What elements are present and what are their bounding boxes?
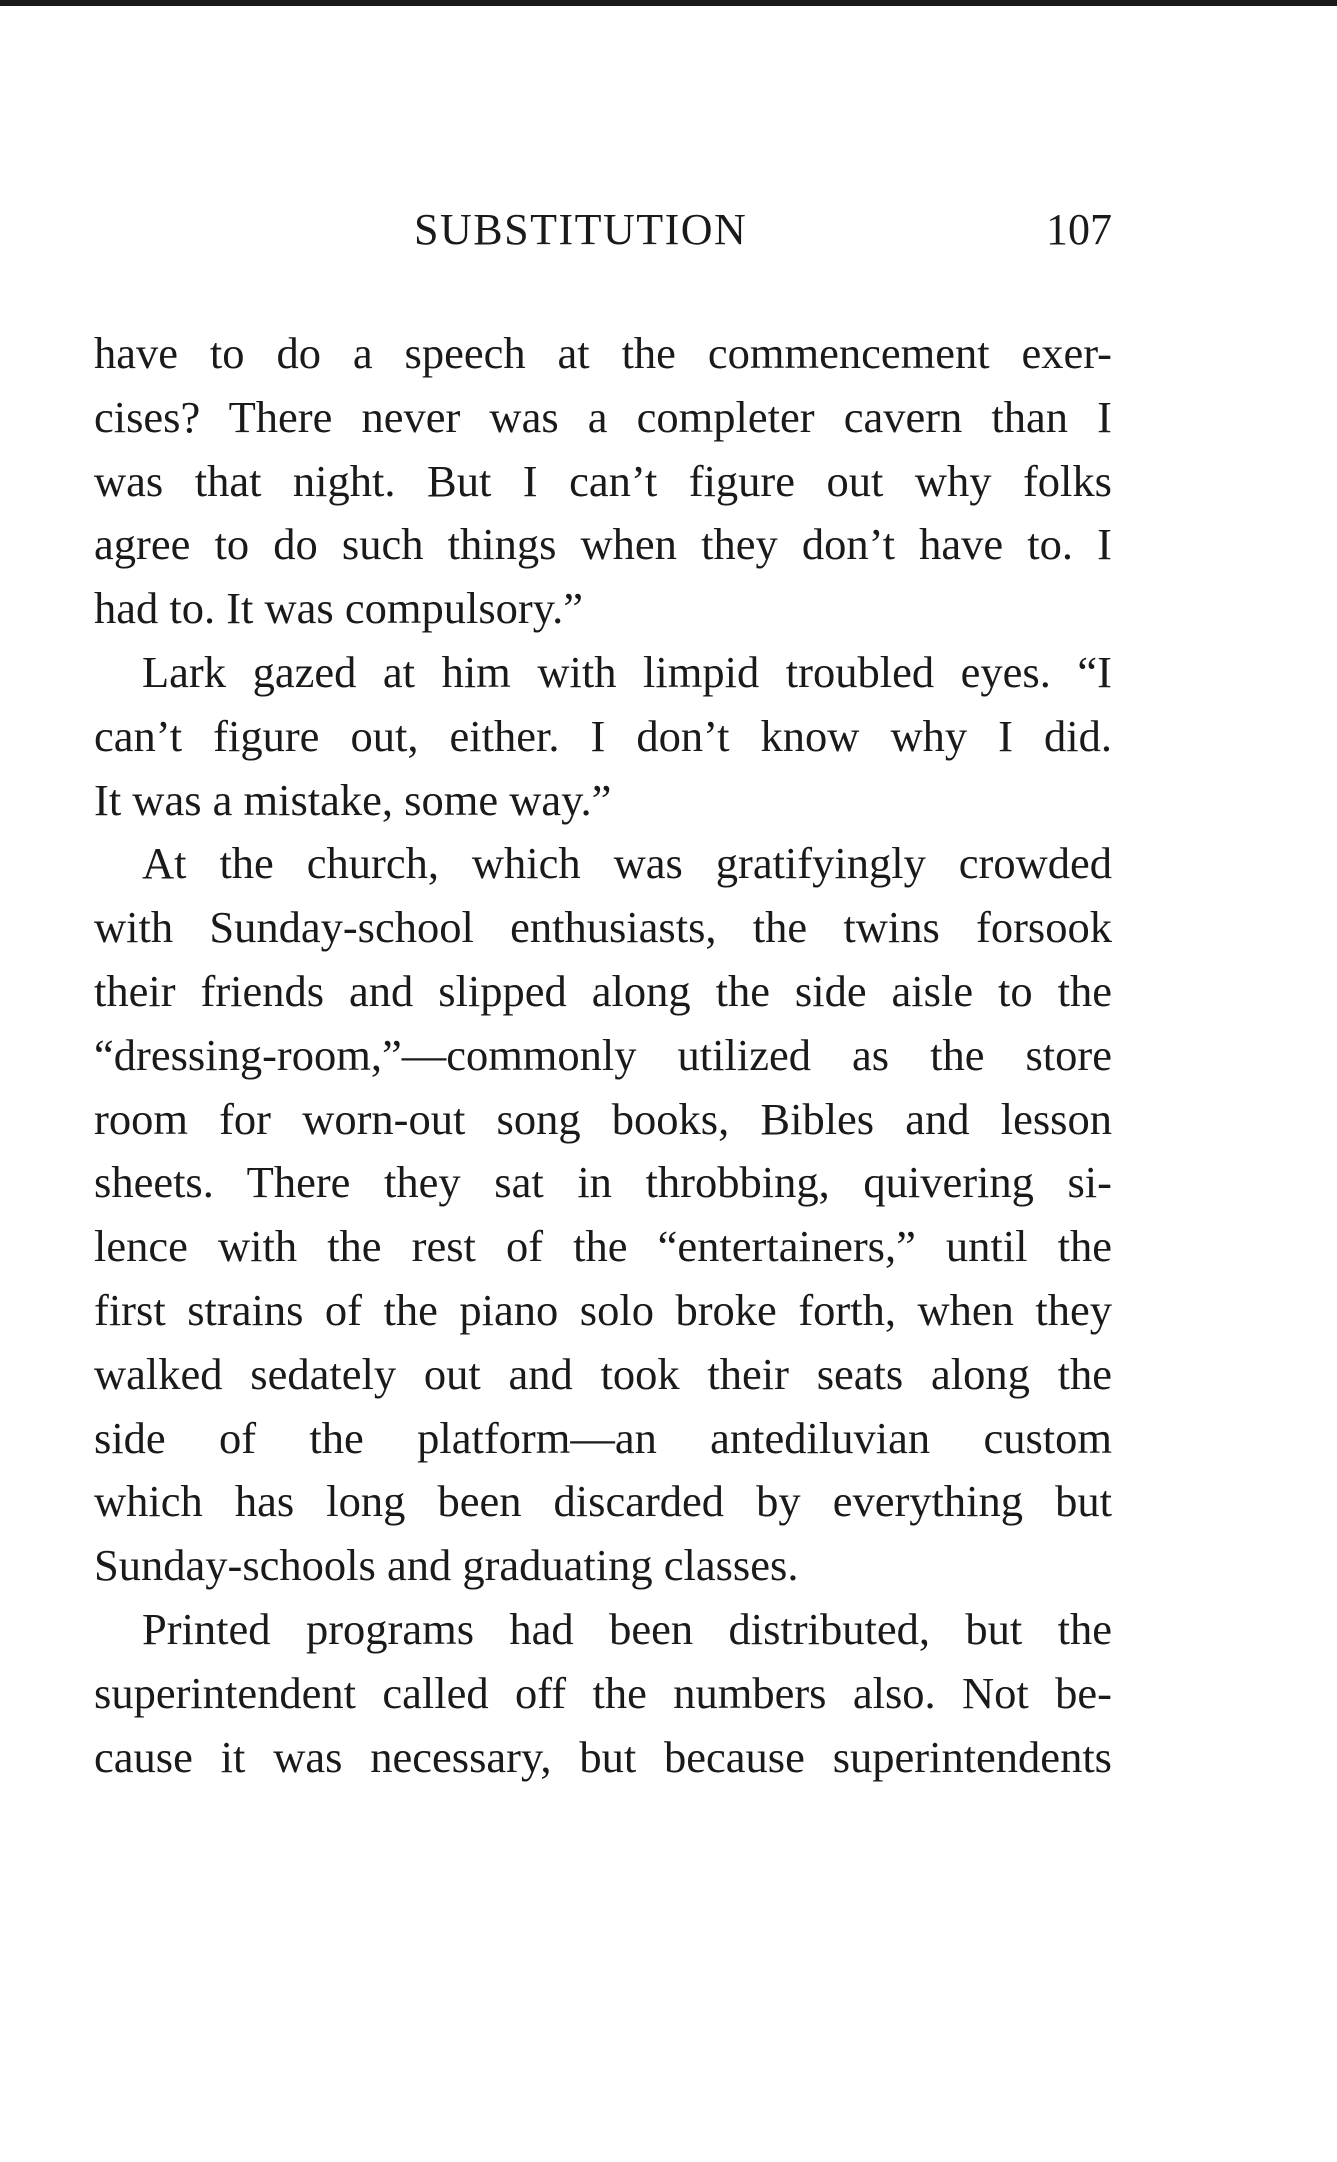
text-line: superintendent called off the numbers also. Not be- bbox=[94, 1667, 1112, 1718]
text-line: have to do a speech at the commencement exer- bbox=[94, 328, 1112, 378]
text-line: “dressing-room,”—commonly utilized as the store bbox=[94, 1029, 1112, 1080]
running-title: SUBSTITUTION bbox=[414, 205, 748, 254]
text-line: with Sunday-school enthusiasts, the twins forsook bbox=[94, 902, 1112, 953]
text-line: At the church, which was gratifyingly crowded bbox=[142, 838, 1112, 889]
running-header bbox=[92, 200, 1112, 260]
text-line: had to. It was compulsory.” bbox=[94, 583, 583, 634]
text-line: sheets. There they sat in throbbing, quivering si- bbox=[94, 1157, 1112, 1208]
text-line: Printed programs had been distributed, but the bbox=[142, 1603, 1112, 1654]
body-text bbox=[94, 322, 1112, 1789]
page-number: 107 bbox=[1046, 205, 1112, 254]
text-line: side of the platform—an antediluvian custom bbox=[94, 1412, 1112, 1463]
text-line: cises? There never was a completer cavern than I bbox=[94, 391, 1112, 442]
top-edge-rule bbox=[0, 0, 1337, 6]
text-line: agree to do such things when they don’t have to. I bbox=[94, 519, 1112, 570]
text-line: walked sedately out and took their seats along the bbox=[94, 1348, 1112, 1399]
text-line: first strains of the piano solo broke forth, when they bbox=[94, 1284, 1112, 1335]
text-line: room for worn-out song books, Bibles and lesson bbox=[94, 1093, 1112, 1144]
text-line: their friends and slipped along the side aisle to the bbox=[94, 965, 1112, 1016]
text-line: which has long been discarded by everything but bbox=[94, 1476, 1112, 1527]
text-line: lence with the rest of the “entertainers,” until the bbox=[94, 1221, 1112, 1272]
text-line: cause it was necessary, but because superintendents bbox=[94, 1731, 1112, 1782]
text-line: Lark gazed at him with limpid troubled eyes. “I bbox=[142, 646, 1112, 697]
text-line: was that night. But I can’t figure out why folks bbox=[94, 455, 1112, 506]
text-line: Sunday-schools and graduating classes. bbox=[94, 1540, 799, 1591]
text-line: It was a mistake, some way.” bbox=[94, 774, 612, 825]
text-line: can’t figure out, either. I don’t know why I did. bbox=[94, 710, 1112, 761]
